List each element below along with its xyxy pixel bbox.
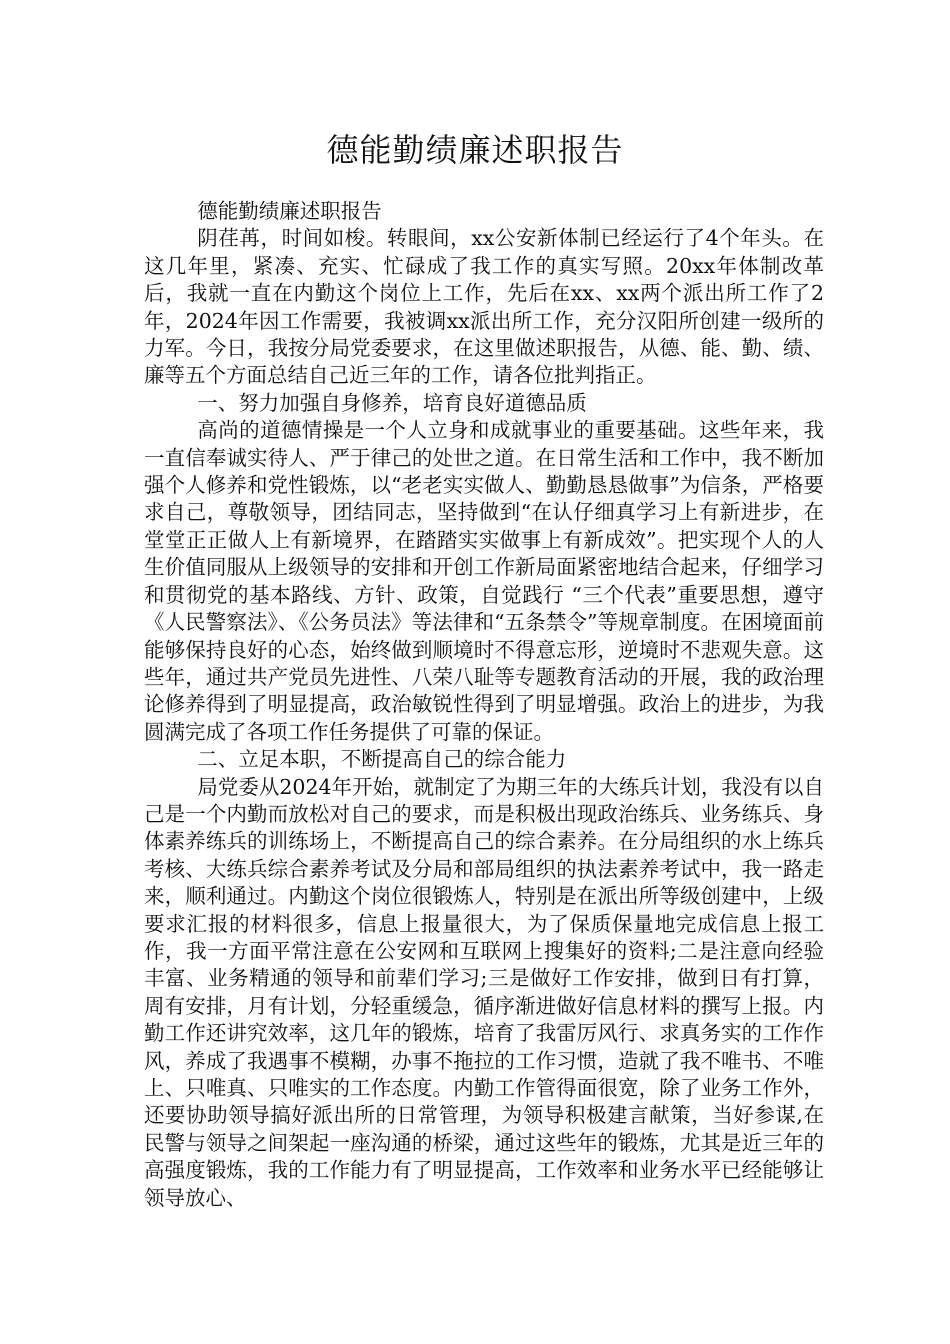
document-body (144, 198, 824, 1212)
body-paragraph-section-2: 局党委从2024年开始，就制定了为期三年的大练兵计划，我没有以自己是一个内勤而放松对自己的要求，而是积极出现政治练兵、业务练兵、身体素养练兵的训练场上，不断提高自己的综合素养。在分局组织的水上练兵考核、大练兵综合素养考试及分局和部局组织的执法素养考试中，我一路走来，顺利通过。内勤这个岗位很锻炼人，特别是在派出所等级创建中，上级要求汇报的材料很多，信息上报量很大，为了保质保量地完成信息上报工作，我一方面平常注意在公安网和互联网上搜集好的资料;二是注意向经验丰富、业务精通的领导和前辈们学习;三是做好工作安排，做到日有打算，周有安排，月有计划，分轻重缓急，循序渐进做好信息材料的撰写上报。内勤工作还讲究效率，这几年的锻炼，培育了我雷厉风行、求真务实的工作作风，养成了我遇事不模糊，办事不拖拉的工作习惯，造就了我不唯书、不唯上、只唯真、只唯实的工作态度。内勤工作管得面很宽，除了业务工作外，还要协助领导搞好派出所的日常管理，为领导积极建言献策，当好参谋,在民警与领导之间架起一座沟通的桥梁，通过这些年的锻炼，尤其是近三年的高强度锻炼，我的工作能力有了明显提高，工作效率和业务水平已经能够让领导放心、 (144, 774, 824, 1210)
section-heading-2: 二、立足本职，不断提高自己的综合能力 (197, 747, 567, 772)
body-paragraph-section-1: 高尚的道德情操是一个人立身和成就事业的重要基础。这些年来，我一直信奉诚实待人、严于律己的处世之道。在日常生活和工作中，我不断加强个人修养和党性锻炼，以“老老实实做人、勤勤恳恳做事”为信条，严格要求自己，尊敬领导，团结同志，坚持做到“在认仔细真学习上有新进步，在堂堂正正做人上有新境界，在踏踏实实做事上有新成效”。把实现个人的人生价值同服从上级领导的安排和开创工作新局面紧密地结合起来，仔细学习和贯彻党的基本路线、方针、政策，自觉践行 “三个代表”重要思想，遵守《人民警察法》、《公务员法》等法律和“五条禁令”等规章制度。在困境面前能够保持良好的心态，始终做到顺境时不得意忘形，逆境时不悲观失意。这些年，通过共产党员先进性、八荣八耻等专题教育活动的开展，我的政治理论修养得到了明显提高，政治敏锐性得到了明显增强。政治上的进步，为我圆满完成了各项工作任务提供了可靠的保证。 (144, 418, 824, 744)
document-title: 德能勤绩廉述职报告 (326, 131, 624, 169)
section-heading-1: 一、努力加强自身修养，培育良好道德品质 (197, 390, 587, 415)
body-paragraph-subtitle: 德能勤绩廉述职报告 (197, 199, 382, 223)
body-paragraph-intro: 阴荏苒，时间如梭。转眼间，xx公安新体制已经运行了4个年头。在这几年里，紧凑、充实、忙碌成了我工作的真实写照。20xx年体制改革后，我就一直在内勤这个岗位上工作，先后在xx、xx两个派出所工作了2年，2024年因工作需要，我被调xx派出所工作，充分汉阳所创建一级所的力军。今日，我按分局党委要求，在这里做述职报告，从德、能、勤、绩、廉等五个方面总结自己近三年的工作，请各位批判指正。 (144, 226, 824, 388)
